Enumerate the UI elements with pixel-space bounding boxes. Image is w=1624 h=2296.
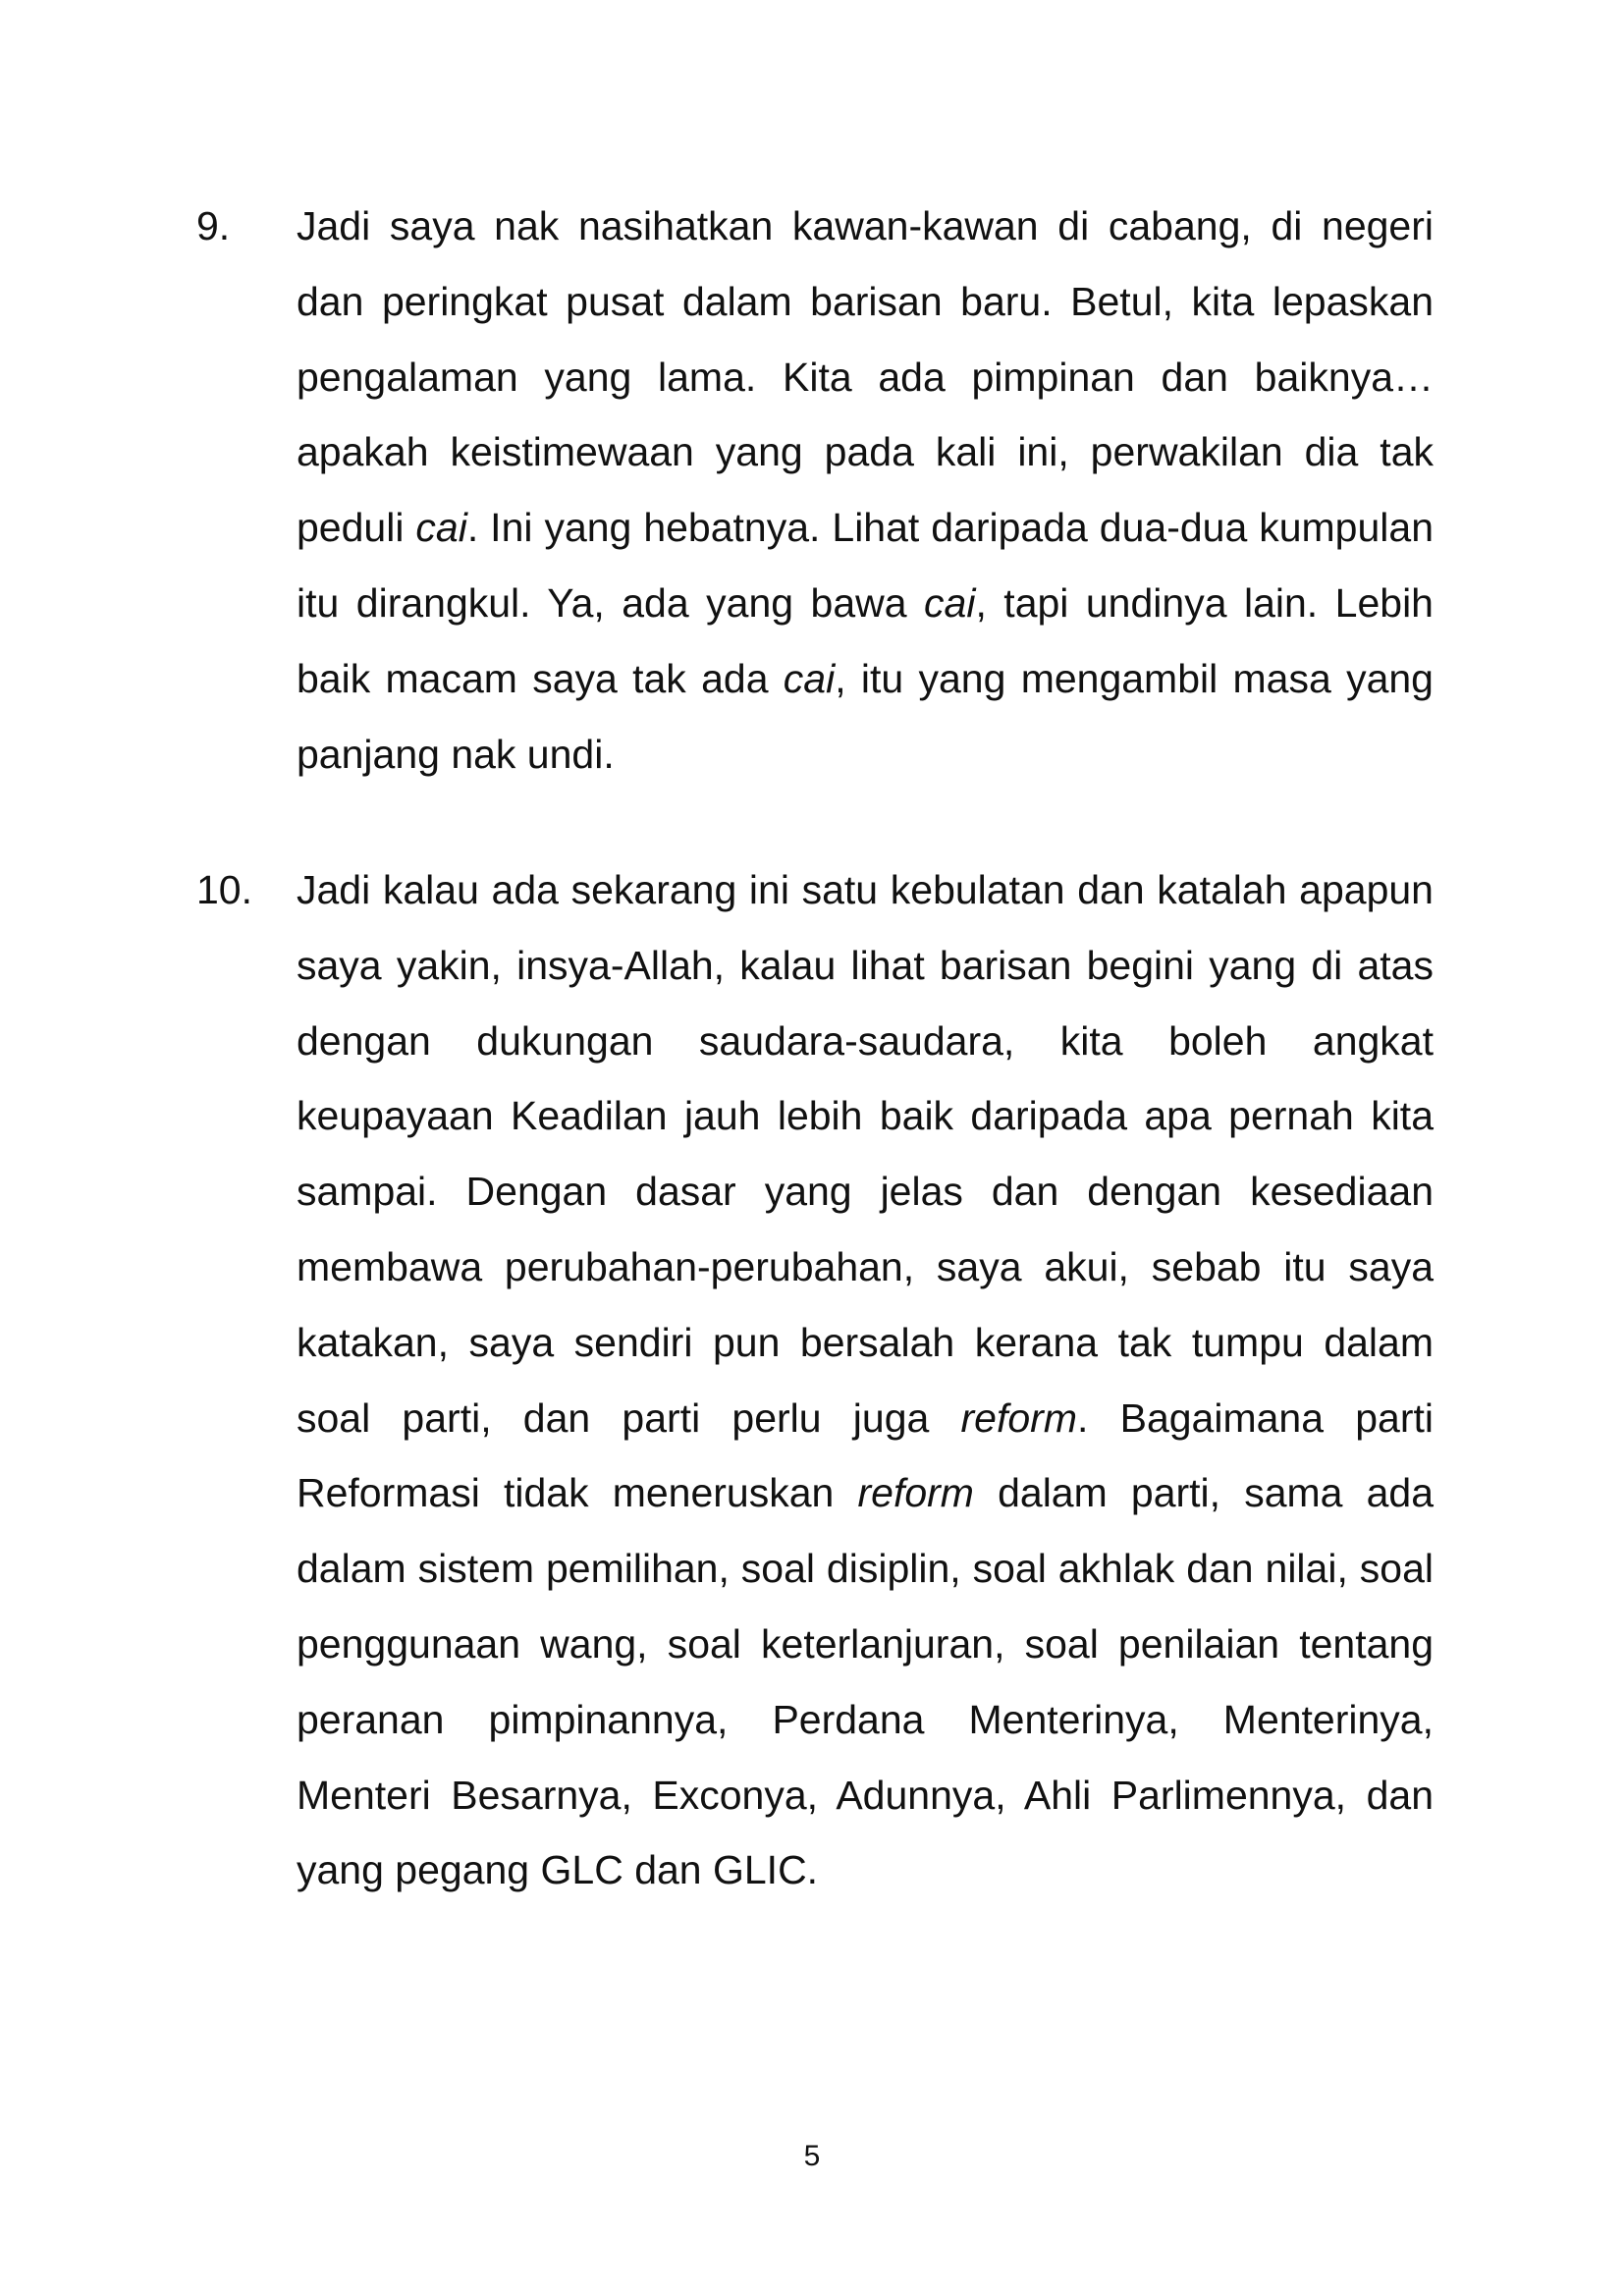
paragraph-text xyxy=(297,852,1434,1908)
text-segment: , tapi undinya lain. Lebih baik macam saya tak ada xyxy=(297,579,1434,701)
italic-term: cai xyxy=(924,579,976,626)
italic-term: reform xyxy=(960,1394,1077,1441)
text-segment: Jadi kalau ada sekarang ini satu kebulatan dan katalah apapun saya yakin, insya-Allah, kalau lihat barisan begini yang di atas dengan dukungan saudara-saudara, kita boleh angkat keupayaan Keadilan jauh lebih baik daripada apa pernah kita sampai. Dengan dasar yang jelas dan dengan kesediaan membawa perubahan-perubahan, saya akui, sebab itu saya katakan, saya sendiri pun bersalah kerana tak tumpu dalam soal parti, dan parti perlu juga xyxy=(297,867,1434,1441)
italic-term: reform xyxy=(857,1470,974,1516)
paragraph-text xyxy=(297,189,1434,792)
text-segment: , itu yang mengambil masa yang panjang nak undi. xyxy=(297,655,1434,777)
paragraph-number: 10. xyxy=(196,867,252,912)
text-segment: . Bagaimana parti Reformasi tidak meneruskan xyxy=(297,1394,1434,1516)
text-segment: Jadi saya nak nasihatkan kawan-kawan di cabang, di negeri dan peringkat pusat dalam barisan baru. Betul, kita lepaskan pengalaman yang lama. Kita ada pimpinan dan baiknya… apakah keistimewaan yang pada kali ini, perwakilan dia tak peduli xyxy=(297,203,1434,551)
text-segment: . Ini yang hebatnya. Lihat daripada dua-dua kumpulan itu dirangkul. Ya, ada yang bawa xyxy=(297,505,1435,626)
italic-term: cai xyxy=(783,655,836,701)
italic-term: cai xyxy=(415,505,467,551)
text-segment: dalam parti, sama ada dalam sistem pemilihan, soal disiplin, soal akhlak dan nilai, soal penggunaan wang, soal keterlanjuran, soal penilaian tentang peranan pimpinannya, Perdana Menterinya, Menterinya, Menteri Besarnya, Exconya, Adunnya, Ahli Parlimennya, dan yang pegang GLC dan GLIC. xyxy=(297,1470,1434,1893)
paragraph-number: 9. xyxy=(196,203,231,248)
page-number: 5 xyxy=(803,2140,821,2172)
